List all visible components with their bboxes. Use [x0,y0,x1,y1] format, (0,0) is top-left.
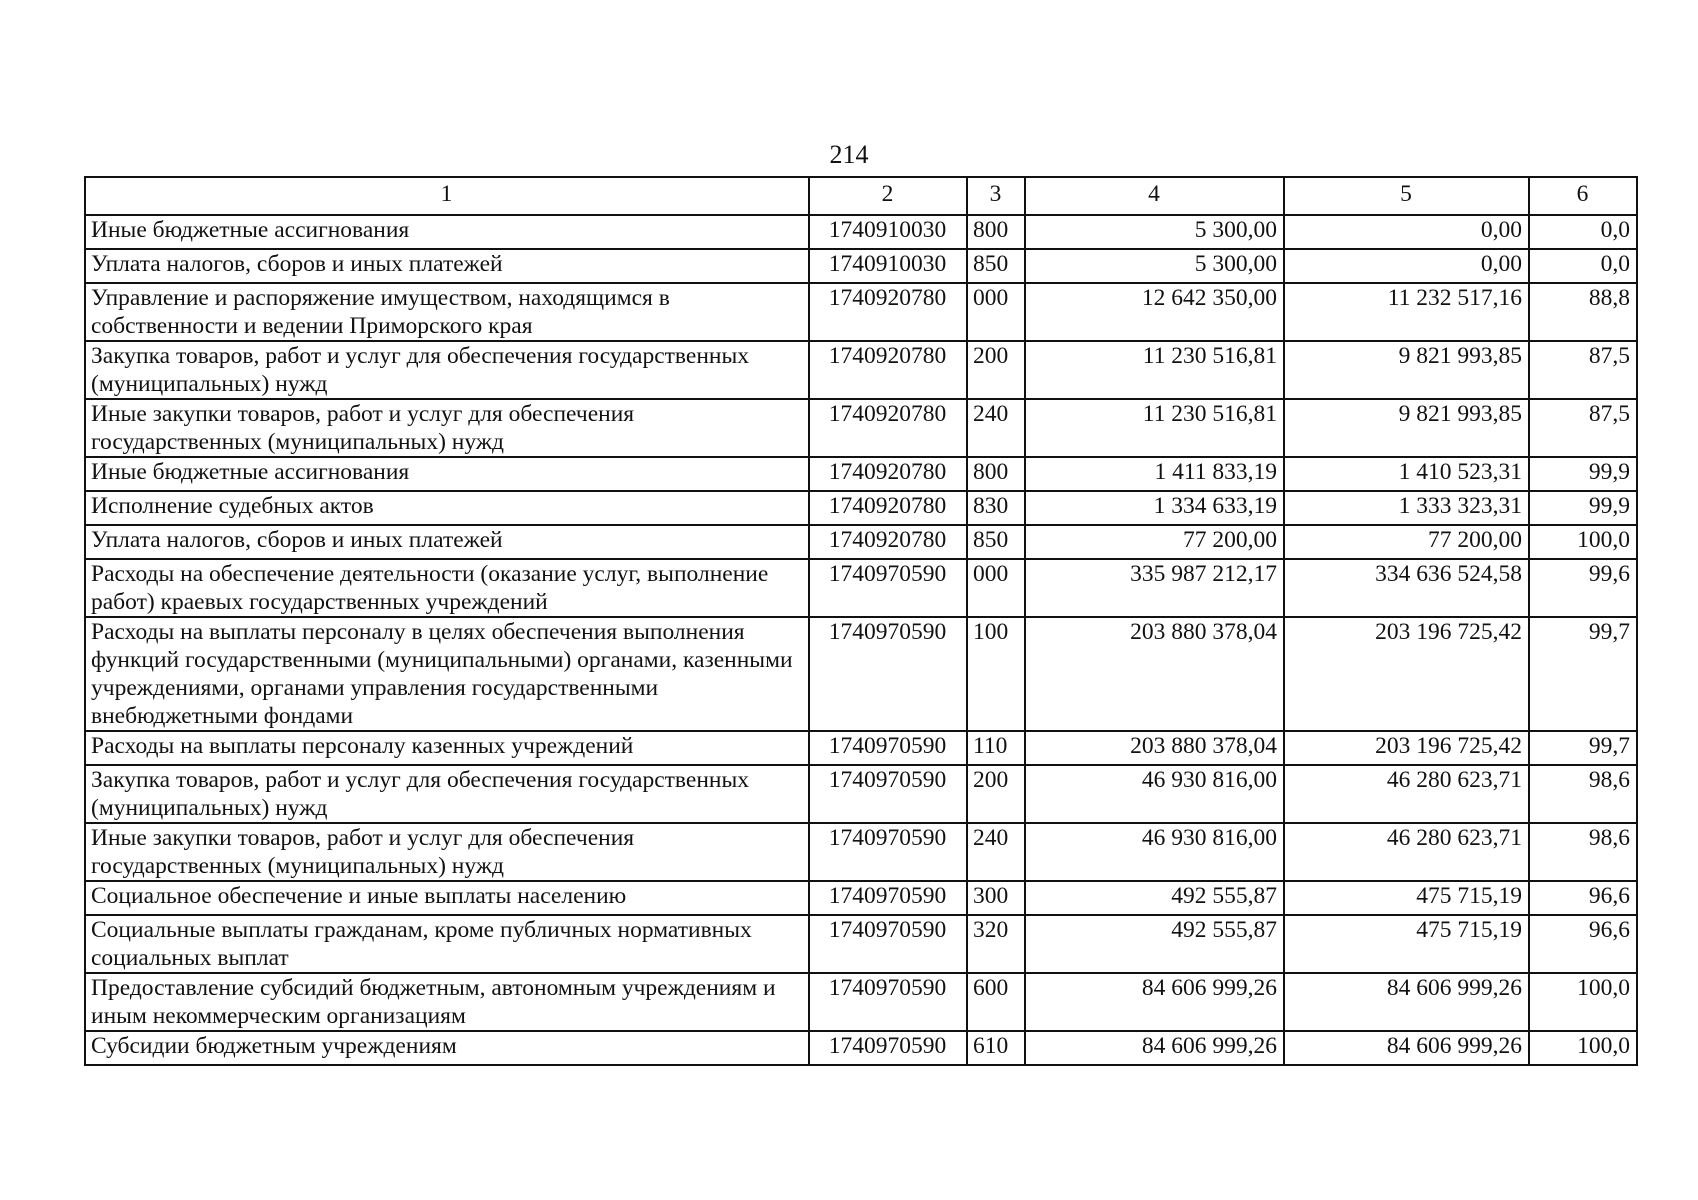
row-plan-amount-cell: 492 555,87 [1025,881,1284,915]
row-percent-cell: 99,9 [1529,457,1637,491]
row-plan-amount-cell: 1 411 833,19 [1025,457,1284,491]
row-code-cell: 1740970590 [809,1031,967,1065]
row-code-cell: 1740970590 [809,881,967,915]
row-plan-amount-cell: 77 200,00 [1025,525,1284,559]
row-name-cell: Иные закупки товаров, работ и услуг для обеспечения государственных (муниципальных) нужд [85,823,809,881]
row-plan-amount-cell: 12 642 350,00 [1025,283,1284,341]
row-fact-amount-cell: 77 200,00 [1284,525,1529,559]
row-percent-cell: 87,5 [1529,341,1637,399]
table-row [85,249,1637,283]
table-row [85,823,1637,881]
table-body [85,215,1637,1065]
row-name-cell: Закупка товаров, работ и услуг для обеспечения государственных (муниципальных) нужд [85,765,809,823]
row-plan-amount-cell: 335 987 212,17 [1025,559,1284,617]
row-name-cell: Иные бюджетные ассигнования [85,215,809,249]
row-percent-cell: 99,9 [1529,491,1637,525]
row-fact-amount-cell: 9 821 993,85 [1284,399,1529,457]
row-name-cell: Иные закупки товаров, работ и услуг для обеспечения государственных (муниципальных) нужд [85,399,809,457]
row-code-cell: 1740970590 [809,617,967,731]
row-code-cell: 1740920780 [809,341,967,399]
row-expense-type-cell: 000 [967,283,1025,341]
row-expense-type-cell: 800 [967,215,1025,249]
header-col-3: 3 [967,177,1025,215]
row-code-cell: 1740910030 [809,249,967,283]
row-expense-type-cell: 240 [967,399,1025,457]
table-row [85,915,1637,973]
row-fact-amount-cell: 46 280 623,71 [1284,823,1529,881]
row-name-cell: Социальное обеспечение и иные выплаты населению [85,881,809,915]
row-fact-amount-cell: 46 280 623,71 [1284,765,1529,823]
row-percent-cell: 99,7 [1529,731,1637,765]
row-code-cell: 1740920780 [809,283,967,341]
row-expense-type-cell: 200 [967,765,1025,823]
row-name-cell: Расходы на обеспечение деятельности (оказание услуг, выполнение работ) краевых государственных учреждений [85,559,809,617]
row-percent-cell: 96,6 [1529,881,1637,915]
row-plan-amount-cell: 46 930 816,00 [1025,765,1284,823]
row-plan-amount-cell: 11 230 516,81 [1025,399,1284,457]
row-expense-type-cell: 850 [967,525,1025,559]
header-col-2: 2 [809,177,967,215]
row-plan-amount-cell: 203 880 378,04 [1025,731,1284,765]
header-col-6: 6 [1529,177,1637,215]
budget-table [84,176,1638,1066]
row-percent-cell: 99,6 [1529,559,1637,617]
row-percent-cell: 100,0 [1529,973,1637,1031]
row-plan-amount-cell: 203 880 378,04 [1025,617,1284,731]
header-col-5: 5 [1284,177,1529,215]
page-number [0,140,1698,170]
row-fact-amount-cell: 475 715,19 [1284,881,1529,915]
row-name-cell: Расходы на выплаты персоналу в целях обеспечения выполнения функций государственными (муниципальными) органами, казенными учреждениями, органами управления государственными внебюджетными фондами [85,617,809,731]
row-expense-type-cell: 300 [967,881,1025,915]
row-plan-amount-cell: 1 334 633,19 [1025,491,1284,525]
row-name-cell: Расходы на выплаты персоналу казенных учреждений [85,731,809,765]
row-fact-amount-cell: 0,00 [1284,249,1529,283]
row-expense-type-cell: 000 [967,559,1025,617]
row-percent-cell: 0,0 [1529,215,1637,249]
row-code-cell: 1740910030 [809,215,967,249]
row-fact-amount-cell: 475 715,19 [1284,915,1529,973]
row-plan-amount-cell: 11 230 516,81 [1025,341,1284,399]
row-percent-cell: 88,8 [1529,283,1637,341]
row-name-cell: Управление и распоряжение имуществом, находящимся в собственности и ведении Приморского края [85,283,809,341]
row-name-cell: Предоставление субсидий бюджетным, автономным учреждениям и иным некоммерческим организациям [85,973,809,1031]
row-fact-amount-cell: 84 606 999,26 [1284,973,1529,1031]
table-row [85,215,1637,249]
row-fact-amount-cell: 84 606 999,26 [1284,1031,1529,1065]
row-percent-cell: 98,6 [1529,823,1637,881]
page-number-text: 214 [829,140,869,169]
row-code-cell: 1740970590 [809,915,967,973]
table-row [85,731,1637,765]
row-code-cell: 1740920780 [809,525,967,559]
row-plan-amount-cell: 84 606 999,26 [1025,973,1284,1031]
table-row [85,399,1637,457]
row-expense-type-cell: 800 [967,457,1025,491]
table-row [85,559,1637,617]
row-code-cell: 1740970590 [809,973,967,1031]
row-code-cell: 1740920780 [809,457,967,491]
row-plan-amount-cell: 492 555,87 [1025,915,1284,973]
row-code-cell: 1740920780 [809,491,967,525]
row-code-cell: 1740970590 [809,731,967,765]
row-expense-type-cell: 100 [967,617,1025,731]
table-row [85,1031,1637,1065]
row-fact-amount-cell: 1 333 323,31 [1284,491,1529,525]
row-percent-cell: 100,0 [1529,1031,1637,1065]
row-expense-type-cell: 850 [967,249,1025,283]
row-name-cell: Уплата налогов, сборов и иных платежей [85,249,809,283]
header-row [85,177,1637,215]
row-name-cell: Субсидии бюджетным учреждениям [85,1031,809,1065]
table-row [85,973,1637,1031]
row-name-cell: Уплата налогов, сборов и иных платежей [85,525,809,559]
row-expense-type-cell: 320 [967,915,1025,973]
row-percent-cell: 100,0 [1529,525,1637,559]
table-row [85,881,1637,915]
row-fact-amount-cell: 11 232 517,16 [1284,283,1529,341]
table-row [85,525,1637,559]
row-expense-type-cell: 610 [967,1031,1025,1065]
row-plan-amount-cell: 5 300,00 [1025,215,1284,249]
row-name-cell: Социальные выплаты гражданам, кроме публичных нормативных социальных выплат [85,915,809,973]
table-row [85,457,1637,491]
row-fact-amount-cell: 0,00 [1284,215,1529,249]
row-percent-cell: 96,6 [1529,915,1637,973]
table-row [85,341,1637,399]
row-plan-amount-cell: 5 300,00 [1025,249,1284,283]
row-expense-type-cell: 830 [967,491,1025,525]
header-col-1: 1 [85,177,809,215]
row-fact-amount-cell: 203 196 725,42 [1284,617,1529,731]
row-fact-amount-cell: 203 196 725,42 [1284,731,1529,765]
row-percent-cell: 99,7 [1529,617,1637,731]
row-fact-amount-cell: 1 410 523,31 [1284,457,1529,491]
row-expense-type-cell: 600 [967,973,1025,1031]
row-plan-amount-cell: 46 930 816,00 [1025,823,1284,881]
row-fact-amount-cell: 9 821 993,85 [1284,341,1529,399]
row-name-cell: Закупка товаров, работ и услуг для обеспечения государственных (муниципальных) нужд [85,341,809,399]
table-row [85,491,1637,525]
row-expense-type-cell: 240 [967,823,1025,881]
row-code-cell: 1740970590 [809,559,967,617]
row-fact-amount-cell: 334 636 524,58 [1284,559,1529,617]
table-row [85,617,1637,731]
row-name-cell: Иные бюджетные ассигнования [85,457,809,491]
row-code-cell: 1740920780 [809,399,967,457]
row-code-cell: 1740970590 [809,765,967,823]
row-percent-cell: 98,6 [1529,765,1637,823]
row-percent-cell: 87,5 [1529,399,1637,457]
table-row [85,765,1637,823]
row-name-cell: Исполнение судебных актов [85,491,809,525]
row-code-cell: 1740970590 [809,823,967,881]
row-expense-type-cell: 110 [967,731,1025,765]
row-percent-cell: 0,0 [1529,249,1637,283]
table-row [85,283,1637,341]
row-expense-type-cell: 200 [967,341,1025,399]
header-col-4: 4 [1025,177,1284,215]
row-plan-amount-cell: 84 606 999,26 [1025,1031,1284,1065]
